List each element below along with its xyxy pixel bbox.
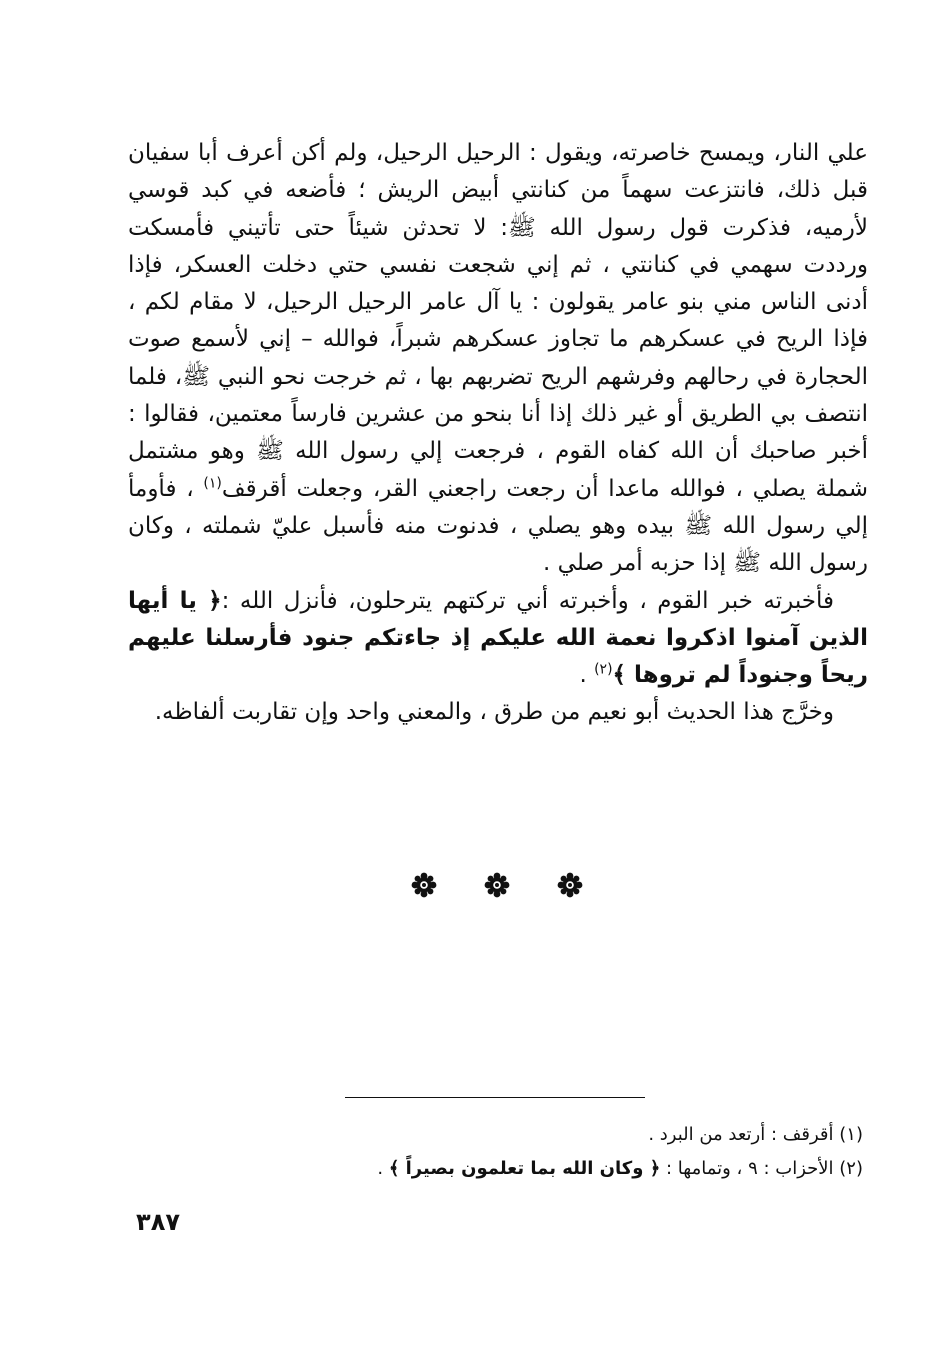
rosette-ornament-icon xyxy=(411,872,437,898)
section-divider xyxy=(0,872,950,902)
footnote-ref-2[interactable]: (٢) xyxy=(594,661,613,678)
footnotes xyxy=(160,1118,863,1186)
paragraph-3: وخرَّج هذا الحديث أبو نعيم من طرق ، والمعني واحد وإن تقاربت ألفاظه. xyxy=(154,699,834,726)
footnote-2-marker: (٢) xyxy=(839,1158,863,1179)
footnote-ref-1[interactable]: (١) xyxy=(203,475,222,492)
footnote-2-end: . xyxy=(377,1158,384,1179)
paragraph-1-text: علي النار، ويمسح خاصرته، ويقول : الرحيل الرحيل، ولم أكن أعرف أبا سفيان قبل ذلك، فانتزعت سهماً من كنانتي أبيض الريش ؛ فأضعه في كبد قوسي لأرميه، فذكرت قول رسول الله ﷺ: لا تحدثن شيئاً حتى تأتيني فأمسكت ورددت سهمي في كنانتي ، ثم إني شجعت نفسي حتي دخلت العسكر، فإذا أدنى الناس مني بنو عامر يقولون : يا آل عامر الرحيل الرحيل، لا مقام لكم ، فإذا الريح في عسكرهم ما تجاوز عسكرهم شبراً، فوالله – إني لأسمع صوت الحجارة في رحالهم وفرشهم الريح تضربهم بها ، ثم خرجت نحو النبي ﷺ، فلما انتصف بي الطريق أو غير ذلك إذا أنا بنحو من عشرين فارساً معتمين، فقالوا : أخبر صاحبك أن الله كفاه القوم ، فرجعت إلي رسول الله ﷺ وهو مشتمل شملة يصلي ، فوالله ماعدا أن رجعت راجعني القر، وجعلت أقرقف xyxy=(128,140,869,502)
rosette-ornament-icon xyxy=(484,872,510,898)
footnote-1-text: أقرقف : أرتعد من البرد . xyxy=(648,1124,834,1145)
paragraph-1 xyxy=(128,135,868,583)
paragraph-2-text: فأخبرته خبر القوم ، وأخبرته أني تركتهم يترحلون، فأنزل الله : xyxy=(221,587,834,614)
footnote-2-text: الأحزاب : ٩ ، وتمامها : xyxy=(666,1158,834,1179)
footnote-2-verse: ﴿ وكان الله بما تعلمون بصيراً ﴾ xyxy=(388,1158,661,1179)
footnote-1-marker: (١) xyxy=(839,1124,863,1145)
paragraph-2 xyxy=(128,583,868,695)
rosette-ornament-icon xyxy=(557,872,583,898)
footnote-1 xyxy=(160,1118,863,1152)
paragraph-1-continuation: ، فأومأ إلي رسول الله ﷺ بيده وهو يصلي ، فدنوت منه فأسبل عليّ شملته ، وكان رسول الله ﷺ إذا حزبه أمر صلي . xyxy=(128,475,868,577)
footnote-separator xyxy=(345,1097,645,1098)
page-number: ٣٨٧ xyxy=(136,1208,180,1236)
paragraph-2-end: . xyxy=(579,662,587,689)
footnote-2 xyxy=(160,1152,863,1186)
main-text xyxy=(128,135,868,732)
quran-verse: ﴿ يا أيها الذين آمنوا اذكروا نعمة الله عليكم إذ جاءتكم جنود فأرسلنا عليهم ريحاً وجنوداً لم تروها ﴾ xyxy=(128,587,868,689)
